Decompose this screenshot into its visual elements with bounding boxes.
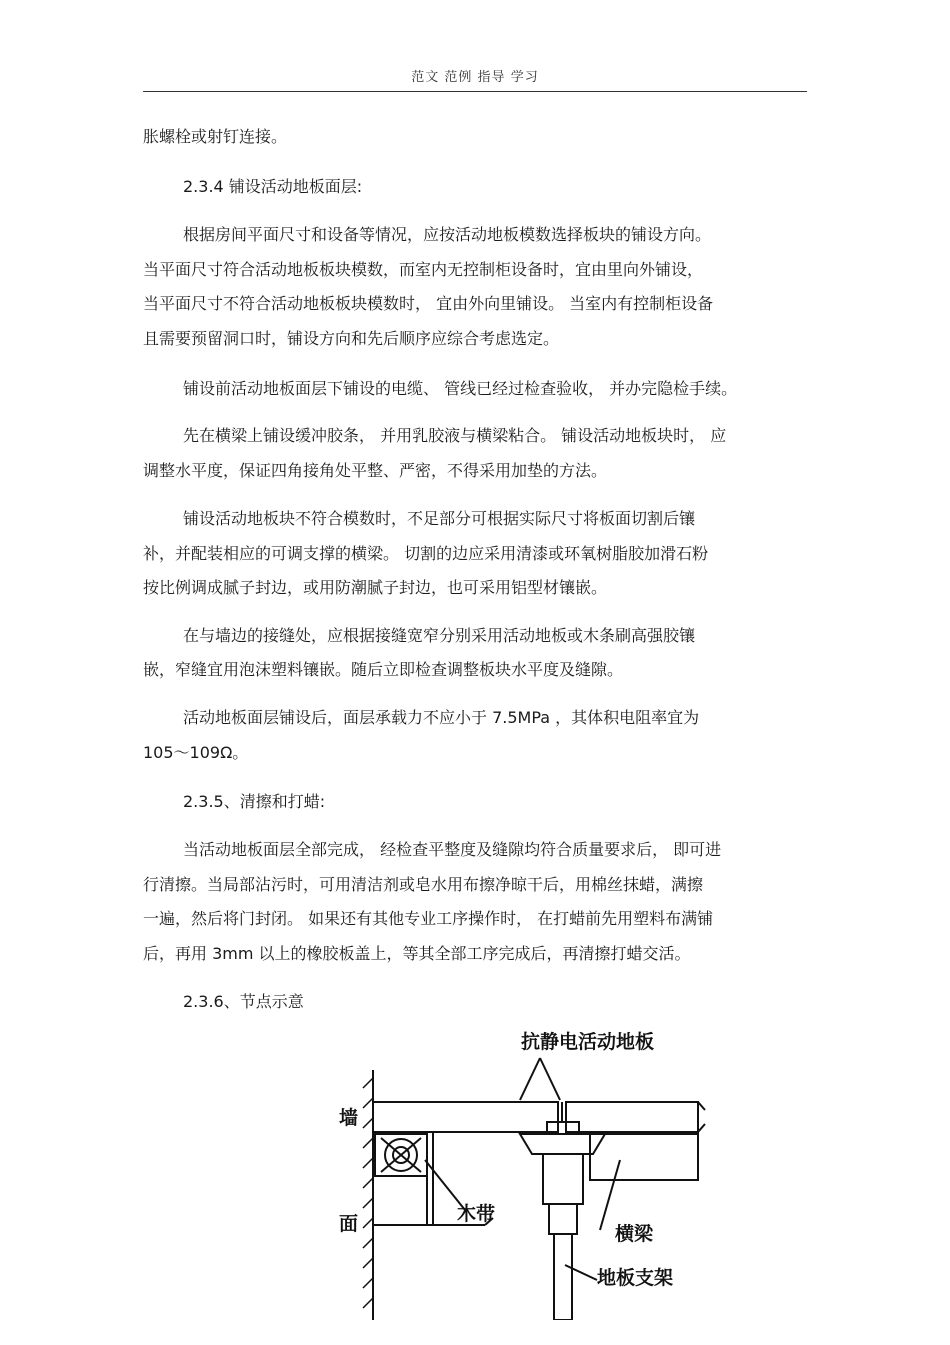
beam	[590, 1134, 698, 1180]
text-line: 胀螺栓或射钉连接。	[143, 127, 288, 146]
text-line: 当平面尺寸不符合活动地板板块模数时， 宜由外向里铺设。 当室内有控制柜设备	[143, 294, 714, 313]
text-line: 当平面尺寸符合活动地板板块模数，而室内无控制柜设备时，宜由里向外铺设，	[143, 260, 704, 279]
label-wall-1: 墙	[339, 1107, 359, 1129]
text-line: 嵌，窄缝宜用泡沫塑料镶嵌。随后立即检查调整板块水平度及缝隙。	[143, 660, 624, 679]
text-line: 调整水平度，保证四角接角处平整、严密，不得采用加垫的方法。	[143, 461, 608, 480]
text-line: 补，并配装相应的可调支撑的横梁。 切割的边应采用清漆或环氧树脂胶加滑石粉	[143, 544, 709, 563]
label-wall-2: 面	[339, 1213, 359, 1235]
text-line: 按比例调成腻子封边，或用防潮腻子封边，也可采用铝型材镶嵌。	[143, 578, 608, 597]
text-line: 105～109Ω。	[143, 743, 249, 762]
text-line: 先在横梁上铺设缓冲胶条， 并用乳胶液与横梁粘合。 铺设活动地板块时， 应	[183, 426, 727, 445]
text-line: 铺设活动地板块不符合模数时，不足部分可根据实际尺寸将板面切割后镶	[183, 509, 696, 528]
text-line: 活动地板面层铺设后，面层承载力不应小于 7.5MPa ，其体积电阻率宜为	[183, 708, 700, 727]
text-line: 铺设前活动地板面层下铺设的电缆、 管线已经过检查验收， 并办完隐检手续。	[183, 379, 738, 398]
text-line: 行清擦。当局部沾污时，可用清洁剂或皂水用布擦净晾干后，用棉丝抹蜡，满擦	[143, 875, 704, 894]
label-wood: 木带	[457, 1203, 496, 1225]
label-support: 地板支架	[597, 1267, 674, 1289]
text-line: 根据房间平面尺寸和设备等情况，应按活动地板模数选择板块的铺设方向。	[183, 225, 712, 244]
support-nut	[543, 1154, 583, 1204]
page-header: 范文 范例 指导 学习	[411, 70, 539, 85]
section-heading: 2.3.6、节点示意	[183, 992, 304, 1011]
floor-panel-right	[566, 1102, 698, 1132]
wall-hatching	[363, 1078, 373, 1308]
section-heading: 2.3.4 铺设活动地板面层:	[183, 177, 363, 196]
label-beam: 横梁	[615, 1223, 654, 1245]
support-head	[520, 1134, 605, 1154]
text-line: 当活动地板面层全部完成， 经检查平整度及缝隙均符合质量要求后， 即可进	[183, 840, 722, 859]
text-line: 在与墙边的接缝处，应根据接缝宽窄分别采用活动地板或木条刷高强胶镶	[183, 626, 696, 645]
text-line: 后，再用 3mm 以上的橡胶板盖上，等其全部工序完成后，再清擦打蜡交活。	[143, 944, 691, 963]
text-line: 且需要预留洞口时，铺设方向和先后顺序应综合考虑选定。	[143, 329, 560, 348]
support-post	[554, 1234, 572, 1320]
text-line: 一遍，然后将门封闭。 如果还有其他专业工序操作时， 在打蜡前先用塑料布满铺	[143, 909, 714, 928]
section-heading: 2.3.5、清擦和打蜡:	[183, 792, 326, 811]
label-floor: 抗静电活动地板	[521, 1031, 655, 1053]
header-rule	[143, 91, 807, 92]
floor-panel-left	[373, 1102, 558, 1132]
floor-node-diagram	[325, 1020, 725, 1320]
